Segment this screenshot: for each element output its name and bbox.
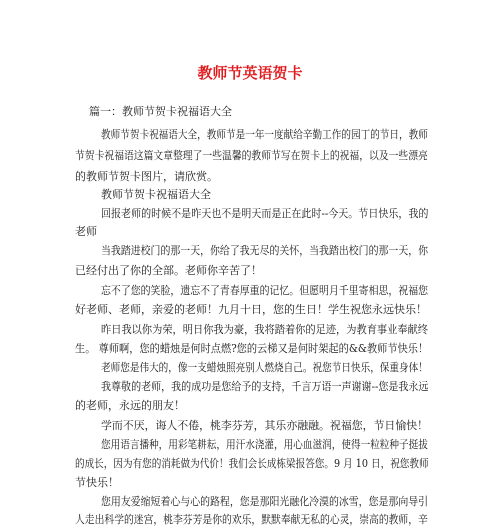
- paragraph-line: 当我踏进校门的那一天，你给了我无尽的关怀，当我踏出校门的那一天，你: [101, 244, 429, 257]
- subheading-line: 教师节贺卡祝福语大全: [101, 188, 211, 201]
- paragraph-line: 人走出科学的迷宫，桃李芬芳是你的欢乐，默默奉献无私的心灵，崇高的教师，辛: [75, 513, 428, 526]
- paragraph-line: 已经付出了你的全部。老师你辛苦了！: [75, 264, 262, 277]
- paragraph-line: 我尊敬的老师，我的成功是您给予的支持，千言万语一声谢谢--您是我永远: [101, 380, 429, 393]
- paragraph-line: 老师: [75, 225, 97, 238]
- paragraph-line: 您用语言播种，用彩笔耕耘，用汗水浇灌，用心血滋润，使得一粒粒种子挺拔: [101, 438, 428, 451]
- paragraph-line: 忘不了您的笑脸，遗忘不了青春厚重的记忆。但愿明月千里寄相思，祝福您: [101, 284, 429, 297]
- paragraph-line: 节贺卡祝福语这篇文章整理了一些温馨的教师节写在贺卡上的祝福，以及一些漂亮: [75, 149, 428, 162]
- paragraph-line: 老师您是伟大的，像一支蜡烛照亮别人燃烧自己。祝您节日快乐，保重身体！: [101, 361, 428, 374]
- paragraph-line: 学而不厌，诲人不倦，桃李芬芳，其乐亦融融。祝福您，节日愉快！: [101, 419, 429, 432]
- paragraph-line: 节快乐！: [75, 476, 119, 489]
- paragraph-line: 教师节贺卡祝福语大全，教师节是一年一度献给辛勤工作的园丁的节日，教师: [101, 128, 428, 141]
- paragraph-line: 的成长，因为有您的消耗做为代价！我们会长成栋梁报答您。9 月 10 日，祝您教师: [75, 457, 429, 470]
- paragraph-line: 的教师节贺卡图片，请欣赏。: [75, 170, 218, 183]
- paragraph-line: 生。 尊师啊，您的蜡烛是何时点燃?您的云梯又是何时架起的&&教师节快乐！: [75, 342, 429, 355]
- paragraph-line: 昨日我以你为荣，明日你我为豪，我将踏着你的足迹，为教育事业奉献终: [101, 323, 429, 336]
- paragraph-line: 好老师、老师，亲爱的老师！九月十日，您的生日！学生祝您永远快乐！: [75, 303, 427, 316]
- paragraph-line: 回报老师的时候不是昨天也不是明天而是正在此时--今天。节日快乐，我的: [101, 207, 429, 220]
- page-title: 教师节英语贺卡: [197, 64, 303, 82]
- heading-line: 篇一：教师节贺卡祝福语大全: [89, 105, 232, 118]
- paragraph-line: 您用友爱缩短着心与心的路程，您是那阳光融化冷漠的冰雪，您是那向导引: [101, 495, 429, 508]
- paragraph-line: 的老师，永远的朋友！: [75, 399, 185, 412]
